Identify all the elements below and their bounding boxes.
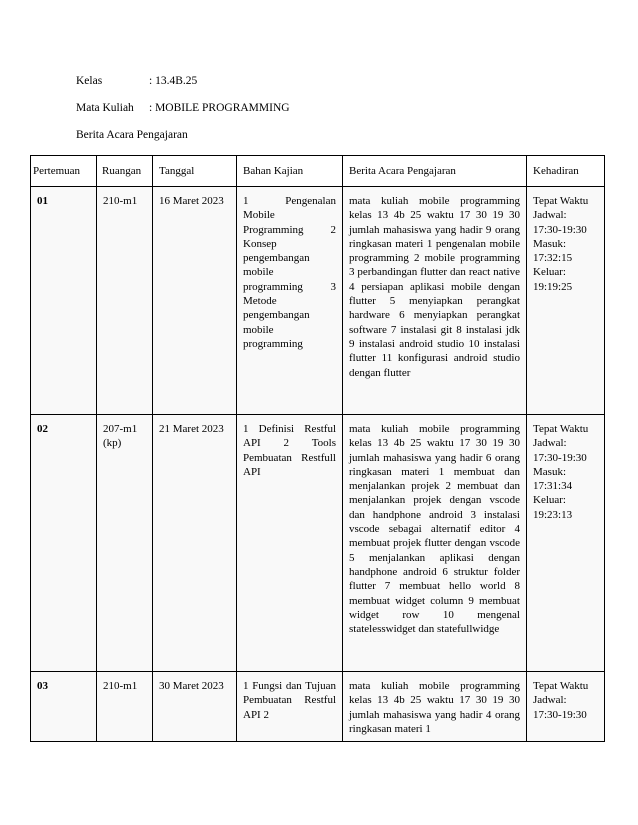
kehadiran-line: Masuk: (533, 465, 566, 478)
cell-berita-acara: mata kuliah mobile programming kelas 13 4b 25 waktu 17 30 19 30 jumlah mahasiswa yang hadir 6 orang ringkasan materi 1 membuat dan menjalankan projek 2 membuat dan menjalankan projek dengan vscode dan handphone android 3 instalasi vscode sebagai alternatif editor 4 membuat projek flutter dengan vscode 5 menjalankan aplikasi dengan handphone android 6 struktur folder flutter 7 membuat hello world 8 membuat widget column 9 membuat widget row 10 mengenal statelesswidget dan statefullwidge (343, 415, 527, 672)
kehadiran-line: Keluar: (533, 266, 566, 279)
cell-bahan-kajian: 1 Fungsi dan Tujuan Pembuatan Restful API 2 (237, 672, 343, 742)
table-row (31, 415, 605, 672)
table-row (31, 672, 605, 742)
col-header-berita-acara: Berita Acara Pengajaran (343, 156, 527, 187)
kehadiran-line: Jadwal: (533, 209, 567, 222)
kehadiran-line: 17:30-19:30 (533, 451, 587, 464)
col-header-kehadiran: Kehadiran (527, 156, 605, 187)
kelas-value: : 13.4B.25 (149, 75, 198, 87)
cell-pertemuan: 03 (31, 672, 97, 742)
cell-ruangan: 207-m1 (kp) (97, 415, 153, 672)
matkul-line (76, 102, 290, 114)
table-row (31, 187, 605, 415)
cell-berita-acara: mata kuliah mobile programming kelas 13 4b 25 waktu 17 30 19 30 jumlah mahasiswa yang hadir 9 orang ringkasan materi 1 pengenalan mobile programming 2 mobile programming 3 perbandingan flutter dan react native 4 persiapan aplikasi mobile dengan flutter 5 menyiapkan perangkat hardware 6 menyiapkan perangkat software 7 instalasi git 8 instalasi jdk 9 instalasi android studio 10 instalasi flutter 11 konfigurasi android studio dengan flutter (343, 187, 527, 415)
kehadiran-line: 19:19:25 (533, 280, 573, 293)
kehadiran-line: Tepat Waktu (533, 680, 589, 692)
kehadiran-line: 17:32:15 (533, 252, 573, 265)
cell-berita-acara: mata kuliah mobile programming kelas 13 4b 25 waktu 17 30 19 30 jumlah mahasiswa yang hadir 4 orang ringkasan materi 1 (343, 672, 527, 742)
kehadiran-line: 17:30-19:30 (533, 223, 587, 236)
kehadiran-line: Jadwal: (533, 694, 567, 707)
kehadiran-line: 19:23:13 (533, 508, 573, 521)
kehadiran-line: Masuk: (533, 237, 566, 250)
cell-tanggal: 30 Maret 2023 (153, 672, 237, 742)
kehadiran-line: Tepat Waktu (533, 195, 589, 207)
cell-tanggal: 16 Maret 2023 (153, 187, 237, 415)
cell-kehadiran (527, 187, 605, 415)
col-header-pertemuan: Pertemuan (31, 156, 97, 187)
matkul-label: Mata Kuliah (76, 102, 134, 114)
kelas-line (76, 75, 197, 87)
cell-ruangan: 210-m1 (97, 187, 153, 415)
kelas-label: Kelas (76, 75, 103, 87)
cell-tanggal: 21 Maret 2023 (153, 415, 237, 672)
col-header-bahan-kajian: Bahan Kajian (237, 156, 343, 187)
cell-bahan-kajian: 1 Pengenalan Mobile Programming 2 Konsep pengembangan mobile programming 3 Metode pengembangan mobile programming (237, 187, 343, 415)
cell-ruangan: 210-m1 (97, 672, 153, 742)
col-header-tanggal: Tanggal (153, 156, 237, 187)
section-title: Berita Acara Pengajaran (76, 129, 188, 141)
table-header-row (31, 156, 605, 187)
kehadiran-line: 17:31:34 (533, 480, 573, 493)
kehadiran-line: Jadwal: (533, 437, 567, 450)
cell-pertemuan: 01 (31, 187, 97, 415)
matkul-value: : MOBILE PROGRAMMING (149, 102, 290, 114)
cell-kehadiran (527, 415, 605, 672)
cell-bahan-kajian: 1 Definisi Restful API 2 Tools Pembuatan Restfull API (237, 415, 343, 672)
cell-kehadiran (527, 672, 605, 742)
col-header-ruangan: Ruangan (97, 156, 153, 187)
kehadiran-line: Tepat Waktu (533, 423, 589, 435)
cell-pertemuan: 02 (31, 415, 97, 672)
kehadiran-line: Keluar: (533, 494, 566, 507)
kehadiran-line: 17:30-19:30 (533, 708, 587, 721)
berita-acara-table (30, 155, 605, 742)
